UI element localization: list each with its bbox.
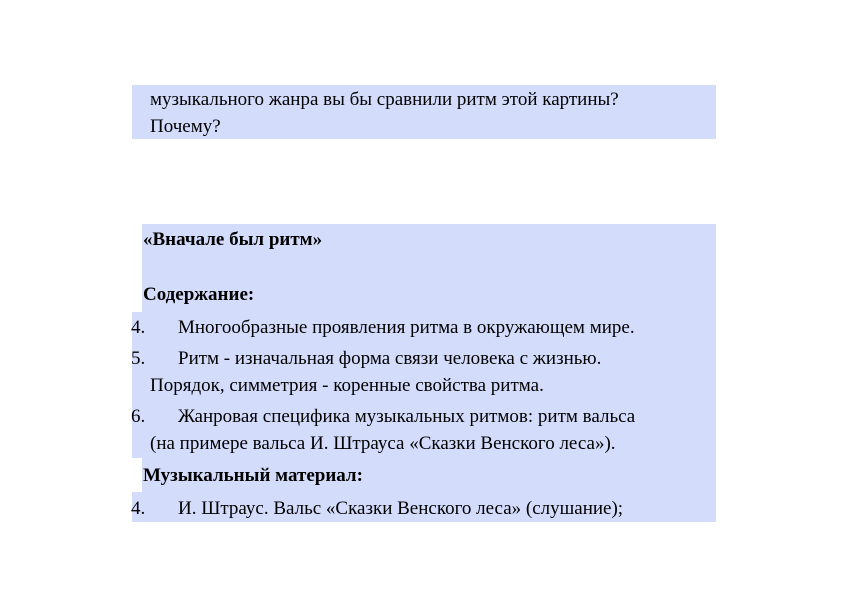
content-item-text: Многообразные проявления ритма в окружающем мире. xyxy=(178,317,635,338)
content-item-text: Ритм - изначальная форма связи человека с жизнью. xyxy=(178,348,602,369)
material-item-text: И. Штраус. Вальс «Сказки Венского леса» (слушание); xyxy=(178,498,624,519)
content-item-continuation: (на примере вальса И. Штрауса «Сказки Венского леса»). xyxy=(150,433,616,454)
content-item-number: 4. xyxy=(131,317,146,338)
left-notch-material xyxy=(132,458,142,492)
lesson-title: «Вначале был ритм» xyxy=(143,229,323,250)
top-text-line-1: музыкального жанра вы бы сравнили ритм этой картины? xyxy=(150,89,619,110)
top-text-line-2: Почему? xyxy=(150,116,221,137)
material-item-number: 4. xyxy=(131,498,146,519)
content-heading: Содержание: xyxy=(143,284,255,305)
content-item-continuation: Порядок, симметрия - коренные свойства ритма. xyxy=(150,375,544,396)
content-item-number: 6. xyxy=(131,406,146,427)
left-notch-top xyxy=(132,224,142,312)
content-item-text: Жанровая специфика музыкальных ритмов: ритм вальса xyxy=(178,406,636,427)
content-item-number: 5. xyxy=(131,348,146,369)
material-heading: Музыкальный материал: xyxy=(143,465,363,486)
